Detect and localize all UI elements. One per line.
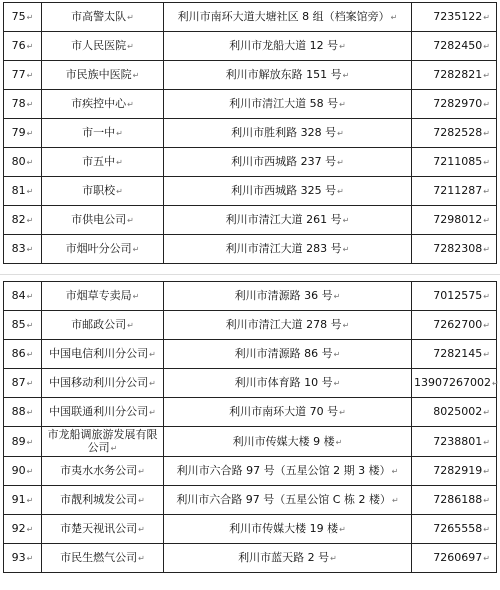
organization-name-text: 市一中 [82, 126, 116, 139]
organization-address [164, 61, 412, 90]
table-row [4, 544, 497, 573]
row-number-text: 76 [11, 39, 26, 52]
paragraph-mark-icon: ↵ [127, 321, 134, 330]
paragraph-mark-icon: ↵ [127, 42, 134, 51]
organization-address-text: 利川市六合路 97 号（五星公馆 C 栋 2 楼） [176, 493, 391, 506]
row-number [4, 398, 42, 427]
row-number [4, 515, 42, 544]
phone-number-text: 13907267002 [414, 376, 491, 389]
paragraph-mark-icon: ↵ [26, 129, 34, 138]
phone-number [412, 148, 497, 177]
table-row [4, 3, 497, 32]
paragraph-mark-icon: ↵ [342, 216, 350, 225]
phone-number [412, 340, 497, 369]
phone-number-text: 7260697 [433, 551, 483, 564]
paragraph-mark-icon: ↵ [132, 71, 140, 80]
organization-name [42, 90, 164, 119]
paragraph-mark-icon: ↵ [337, 158, 344, 167]
table-row [4, 206, 497, 235]
row-number-text: 81 [11, 184, 26, 197]
row-number [4, 340, 42, 369]
paragraph-mark-icon: ↵ [116, 129, 123, 138]
phone-number-text: 7286188 [433, 493, 483, 506]
paragraph-mark-icon: ↵ [483, 437, 490, 447]
organization-address-text: 利川市传媒大楼 19 楼 [229, 522, 339, 535]
organization-address [164, 457, 412, 486]
organization-name [42, 148, 164, 177]
phone-number [412, 544, 497, 573]
paragraph-mark-icon: ↵ [127, 100, 134, 109]
paragraph-mark-icon: ↵ [116, 158, 123, 167]
paragraph-mark-icon: ↵ [339, 42, 346, 51]
organization-address-text: 利川市体育路 10 号 [234, 376, 333, 389]
organization-address-text: 利川市胜利路 328 号 [231, 126, 337, 139]
organization-name [42, 544, 164, 573]
phone-number [412, 457, 497, 486]
organization-address-text: 利川市清江大道 278 号 [225, 318, 342, 331]
paragraph-mark-icon: ↵ [26, 100, 34, 109]
organization-address-text: 利川市清江大道 58 号 [229, 97, 339, 110]
paragraph-mark-icon: ↵ [138, 496, 145, 505]
organization-name-text: 市烟草专卖局 [65, 289, 132, 302]
row-number [4, 311, 42, 340]
phone-number-text: 7282970 [433, 97, 483, 110]
paragraph-mark-icon: ↵ [26, 13, 34, 22]
paragraph-mark-icon: ↵ [26, 525, 34, 534]
table-row [4, 148, 497, 177]
paragraph-mark-icon: ↵ [26, 379, 34, 388]
paragraph-mark-icon: ↵ [390, 13, 398, 22]
organization-name [42, 369, 164, 398]
phone-number [412, 61, 497, 90]
organization-name-text: 市疾控中心 [71, 97, 127, 110]
organization-address-text: 利川市清源路 36 号 [234, 289, 333, 302]
phone-number-text: 7265558 [433, 522, 483, 535]
page-break-line [0, 274, 500, 275]
phone-number-text: 7282528 [433, 126, 483, 139]
row-number-text: 78 [11, 97, 26, 110]
paragraph-mark-icon: ↵ [26, 158, 34, 167]
row-number-text: 83 [11, 242, 26, 255]
paragraph-mark-icon: ↵ [138, 525, 145, 534]
table-row [4, 61, 497, 90]
organization-name-text: 市夷水水务公司 [60, 464, 138, 477]
organization-address-text: 利川市清江大道 261 号 [225, 213, 342, 226]
organization-name-text: 市民生燃气公司 [60, 551, 138, 564]
organization-name [42, 235, 164, 264]
paragraph-mark-icon: ↵ [26, 216, 34, 225]
row-number [4, 369, 42, 398]
organization-address-text: 利川市传媒大楼 9 楼 [232, 434, 335, 448]
organization-name [42, 119, 164, 148]
paragraph-mark-icon: ↵ [339, 525, 346, 534]
paragraph-mark-icon: ↵ [483, 158, 490, 167]
paragraph-mark-icon: ↵ [138, 554, 145, 563]
organization-address [164, 515, 412, 544]
phone-number-text: 7282450 [433, 39, 483, 52]
row-number [4, 32, 42, 61]
phone-number [412, 427, 497, 457]
organization-address [164, 369, 412, 398]
phone-number-text: 7262700 [433, 318, 483, 331]
row-number [4, 119, 42, 148]
contact-table-top [3, 2, 497, 264]
organization-address [164, 32, 412, 61]
organization-name [42, 61, 164, 90]
contact-table-bottom [3, 281, 497, 573]
organization-name-text: 中国电信利川分公司 [49, 347, 149, 360]
organization-name [42, 311, 164, 340]
organization-address [164, 206, 412, 235]
organization-address [164, 3, 412, 32]
organization-address [164, 427, 412, 457]
paragraph-mark-icon: ↵ [483, 129, 490, 138]
row-number-text: 86 [11, 347, 26, 360]
phone-number-text: 7282308 [433, 242, 483, 255]
table-row [4, 457, 497, 486]
phone-number-text: 7211287 [433, 184, 483, 197]
paragraph-mark-icon: ↵ [483, 467, 490, 476]
organization-address [164, 119, 412, 148]
organization-name [42, 3, 164, 32]
row-number [4, 148, 42, 177]
row-number [4, 235, 42, 264]
row-number [4, 486, 42, 515]
paragraph-mark-icon: ↵ [333, 379, 341, 388]
paragraph-mark-icon: ↵ [339, 100, 346, 109]
paragraph-mark-icon: ↵ [127, 216, 134, 225]
organization-name-text: 市职校 [82, 184, 116, 197]
paragraph-mark-icon: ↵ [132, 245, 140, 254]
paragraph-mark-icon: ↵ [342, 71, 350, 80]
table-row [4, 32, 497, 61]
paragraph-mark-icon: ↵ [26, 496, 34, 505]
organization-name-text: 市高警太队 [71, 10, 127, 23]
phone-number-text: 7238801 [433, 434, 483, 448]
paragraph-mark-icon: ↵ [483, 13, 490, 22]
organization-address-text: 利川市解放东路 151 号 [225, 68, 342, 81]
row-number [4, 206, 42, 235]
organization-name-text: 市民族中医院 [65, 68, 132, 81]
phone-number [412, 177, 497, 206]
paragraph-mark-icon: ↵ [26, 437, 34, 447]
paragraph-mark-icon: ↵ [483, 496, 490, 505]
table-row [4, 119, 497, 148]
row-number-text: 82 [11, 213, 26, 226]
organization-address [164, 544, 412, 573]
phone-number-text: 7211085 [433, 155, 483, 168]
paragraph-mark-icon: ↵ [149, 379, 156, 388]
paragraph-mark-icon: ↵ [483, 292, 490, 301]
organization-address-text: 利川市南环大道 70 号 [229, 405, 339, 418]
row-number-text: 75 [11, 10, 26, 23]
organization-name-text: 市烟叶分公司 [65, 242, 132, 255]
organization-name [42, 427, 164, 457]
paragraph-mark-icon: ↵ [491, 379, 499, 388]
row-number [4, 61, 42, 90]
paragraph-mark-icon: ↵ [483, 525, 490, 534]
row-number [4, 90, 42, 119]
paragraph-mark-icon: ↵ [26, 408, 34, 417]
paragraph-mark-icon: ↵ [337, 187, 344, 196]
paragraph-mark-icon: ↵ [335, 437, 343, 447]
organization-address [164, 90, 412, 119]
paragraph-mark-icon: ↵ [26, 292, 34, 301]
row-number [4, 544, 42, 573]
organization-address [164, 282, 412, 311]
row-number-text: 85 [11, 318, 26, 331]
paragraph-mark-icon: ↵ [483, 100, 490, 109]
organization-address-text: 利川市西城路 237 号 [231, 155, 337, 168]
phone-number [412, 90, 497, 119]
organization-address [164, 340, 412, 369]
paragraph-mark-icon: ↵ [483, 71, 490, 80]
paragraph-mark-icon: ↵ [26, 187, 34, 196]
paragraph-mark-icon: ↵ [339, 408, 346, 417]
paragraph-mark-icon: ↵ [132, 292, 140, 301]
paragraph-mark-icon: ↵ [26, 467, 34, 476]
organization-address [164, 177, 412, 206]
phone-number-text: 7298012 [433, 213, 483, 226]
phone-number-text: 7282919 [433, 464, 483, 477]
table-row [4, 398, 497, 427]
row-number-text: 90 [11, 464, 26, 477]
organization-name-text: 市楚天视讯公司 [60, 522, 138, 535]
phone-number-text: 8025002 [433, 405, 483, 418]
table-row [4, 427, 497, 457]
organization-name-text: 中国联通利川分公司 [49, 405, 149, 418]
organization-name [42, 282, 164, 311]
row-number [4, 427, 42, 457]
organization-name-text: 市邮政公司 [71, 318, 127, 331]
organization-name-text: 中国移动利川分公司 [49, 376, 149, 389]
organization-address [164, 148, 412, 177]
organization-name-text: 市供电公司 [71, 213, 127, 226]
phone-number [412, 398, 497, 427]
paragraph-mark-icon: ↵ [391, 496, 399, 505]
organization-address-text: 利川市西城路 325 号 [231, 184, 337, 197]
paragraph-mark-icon: ↵ [483, 350, 490, 359]
row-number [4, 282, 42, 311]
paragraph-mark-icon: ↵ [26, 554, 34, 563]
paragraph-mark-icon: ↵ [391, 467, 399, 476]
paragraph-mark-icon: ↵ [110, 444, 118, 453]
organization-address [164, 398, 412, 427]
table-row [4, 235, 497, 264]
paragraph-mark-icon: ↵ [149, 350, 156, 359]
phone-number-text: 7235122 [433, 10, 483, 23]
table-row [4, 177, 497, 206]
phone-number [412, 119, 497, 148]
row-number-text: 80 [11, 155, 26, 168]
row-number [4, 177, 42, 206]
paragraph-mark-icon: ↵ [26, 245, 34, 254]
paragraph-mark-icon: ↵ [333, 292, 341, 301]
phone-number [412, 3, 497, 32]
phone-number-text: 7282145 [433, 347, 483, 360]
table-row [4, 90, 497, 119]
organization-name [42, 177, 164, 206]
paragraph-mark-icon: ↵ [26, 321, 34, 330]
phone-number [412, 515, 497, 544]
paragraph-mark-icon: ↵ [26, 42, 34, 51]
paragraph-mark-icon: ↵ [330, 554, 337, 563]
organization-address-text: 利川市六合路 97 号（五星公馆 2 期 3 楼） [176, 464, 391, 477]
paragraph-mark-icon: ↵ [483, 187, 490, 196]
organization-address-text: 利川市蓝天路 2 号 [238, 551, 330, 564]
row-number-text: 89 [11, 434, 26, 448]
phone-number [412, 206, 497, 235]
table-row [4, 369, 497, 398]
row-number-text: 87 [11, 376, 26, 389]
paragraph-mark-icon: ↵ [483, 216, 490, 225]
paragraph-mark-icon: ↵ [483, 554, 490, 563]
phone-number [412, 282, 497, 311]
organization-name [42, 398, 164, 427]
organization-name [42, 206, 164, 235]
organization-name [42, 32, 164, 61]
paragraph-mark-icon: ↵ [26, 71, 34, 80]
paragraph-mark-icon: ↵ [26, 350, 34, 359]
organization-name-text: 市靓利城发公司 [60, 493, 138, 506]
phone-number [412, 235, 497, 264]
organization-address-text: 利川市龙船大道 12 号 [229, 39, 339, 52]
paragraph-mark-icon: ↵ [342, 245, 350, 254]
phone-number [412, 32, 497, 61]
organization-address-text: 利川市南环大道大塘社区 8 组（档案馆旁） [177, 10, 390, 23]
phone-number-text: 7012575 [433, 289, 483, 302]
row-number-text: 77 [11, 68, 26, 81]
paragraph-mark-icon: ↵ [483, 321, 490, 330]
organization-address-text: 利川市清江大道 283 号 [225, 242, 342, 255]
row-number [4, 457, 42, 486]
organization-name [42, 486, 164, 515]
table-row [4, 282, 497, 311]
row-number-text: 93 [11, 551, 26, 564]
row-number-text: 84 [11, 289, 26, 302]
organization-name [42, 515, 164, 544]
paragraph-mark-icon: ↵ [483, 42, 490, 51]
phone-number [412, 311, 497, 340]
organization-address [164, 235, 412, 264]
phone-number [412, 369, 497, 398]
organization-address-text: 利川市清源路 86 号 [234, 347, 333, 360]
paragraph-mark-icon: ↵ [127, 13, 134, 22]
paragraph-mark-icon: ↵ [342, 321, 350, 330]
phone-number-text: 7282821 [433, 68, 483, 81]
phone-number [412, 486, 497, 515]
organization-address [164, 486, 412, 515]
organization-name-text: 市五中 [82, 155, 116, 168]
organization-name [42, 457, 164, 486]
row-number-text: 88 [11, 405, 26, 418]
paragraph-mark-icon: ↵ [337, 129, 344, 138]
paragraph-mark-icon: ↵ [333, 350, 341, 359]
table-row [4, 311, 497, 340]
table-row [4, 486, 497, 515]
organization-name-text: 市龙船调旅游发展有限公司 [47, 428, 158, 454]
row-number-text: 91 [11, 493, 26, 506]
table-row [4, 340, 497, 369]
organization-address [164, 311, 412, 340]
row-number [4, 3, 42, 32]
paragraph-mark-icon: ↵ [483, 245, 490, 254]
table-row [4, 515, 497, 544]
paragraph-mark-icon: ↵ [116, 187, 123, 196]
paragraph-mark-icon: ↵ [149, 408, 156, 417]
paragraph-mark-icon: ↵ [483, 408, 490, 417]
organization-name-text: 市人民医院 [71, 39, 127, 52]
paragraph-mark-icon: ↵ [138, 467, 145, 476]
organization-name [42, 340, 164, 369]
row-number-text: 79 [11, 126, 26, 139]
row-number-text: 92 [11, 522, 26, 535]
